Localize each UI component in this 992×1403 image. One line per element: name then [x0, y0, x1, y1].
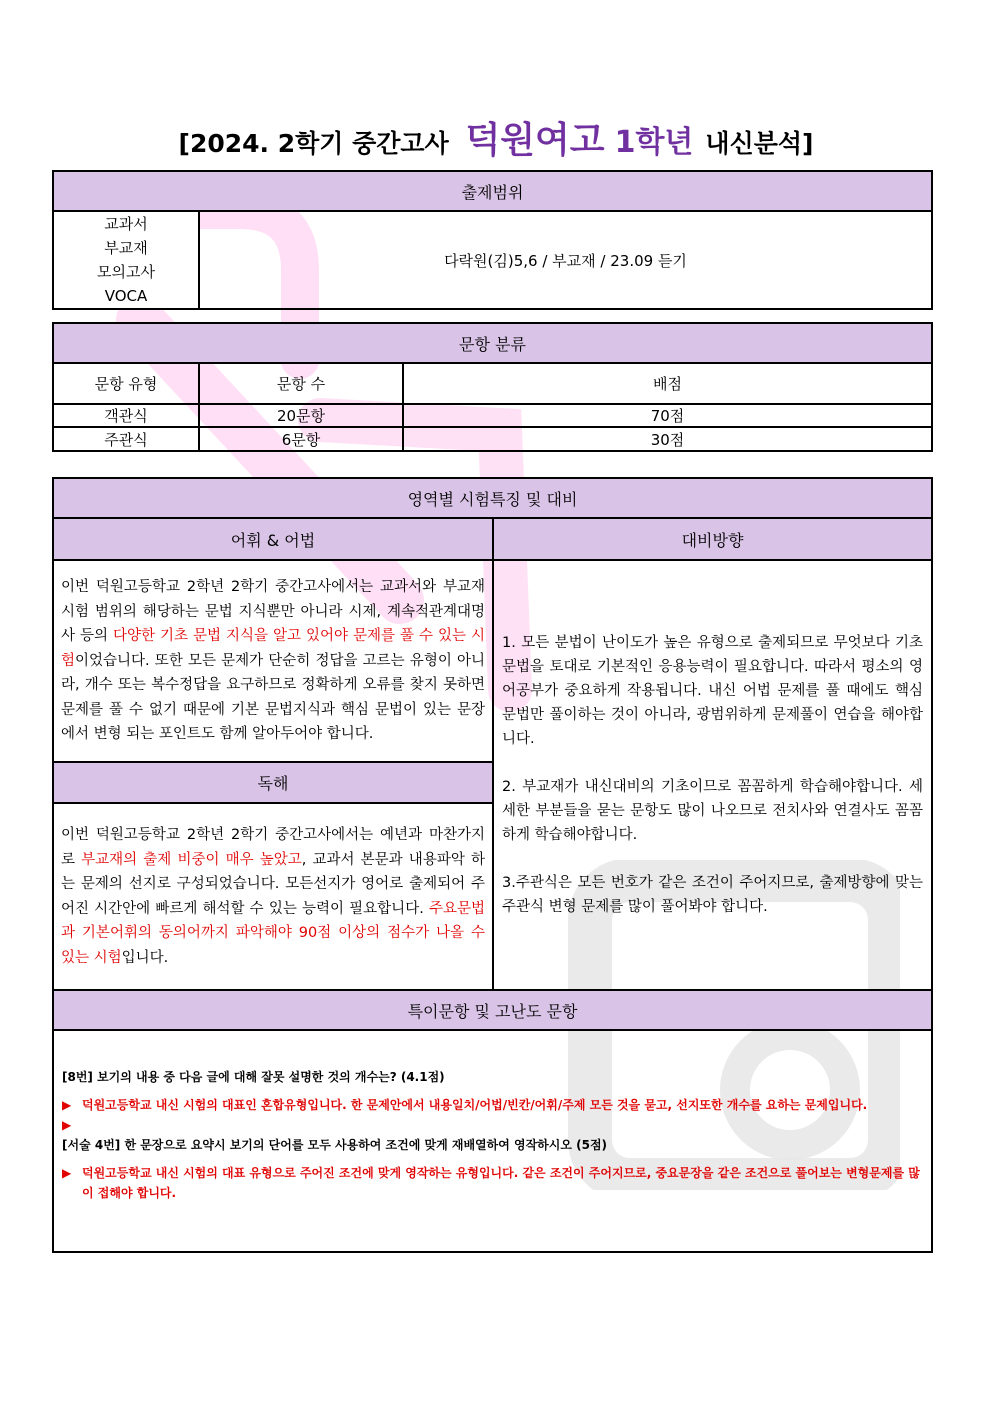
table-row [53, 404, 932, 427]
classification-table [52, 322, 933, 452]
column-header-type: 문항 유형 [53, 363, 199, 404]
prep-direction-header: 대비방향 [493, 518, 932, 560]
features-header: 영역별 시험특징 및 대비 [53, 478, 932, 518]
special-question-2: [서술 4번] 한 문장으로 요약시 보기의 단어를 모두 사용하여 조건에 맞게 재배열하여 영작하시오 (5점) [62, 1138, 608, 1152]
title-suffix: 내신분석] [705, 129, 814, 158]
row-score: 70점 [403, 404, 932, 427]
prep-item-1: 1. 모든 분법이 난이도가 높은 유형으로 출제되므로 무엇보다 기초문법을 토대로 기본적인 응용능력이 필요합니다. 따라서 평소의 영어공부가 중요하게 작용됩니다. 내신 어법 문제를 풀 때에도 핵심 문법만 풀이하는 것이 아니라, 광범위하게 문제풀이 연습을 해야합니다. [502, 635, 923, 747]
range-label-textbook: 교과서 [104, 215, 148, 233]
title-grade: 1학년 [614, 125, 694, 160]
vocab-grammar-text [53, 560, 493, 762]
reading-text [53, 803, 493, 990]
special-answer-1-text: 덕원고등학교 내신 시험의 대표인 혼합유형입니다. 한 문제안에서 내용일치/어법/빈칸/어휘/주제 모든 것을 묻고, 선지또한 개수를 요하는 문제입니다. [82, 1098, 868, 1112]
reading-text-highlight: 부교재의 출제 비중이 매우 높았고 [81, 851, 302, 868]
range-label-voca: VOCA [104, 287, 148, 305]
column-header-count: 문항 수 [199, 363, 403, 404]
range-table [52, 170, 933, 310]
range-label-mock: 모의고사 [97, 263, 155, 281]
range-value: 다락원(김)5,6 / 부교재 / 23.09 듣기 [199, 211, 932, 309]
prep-item-3: 3.주관식은 모든 번호가 같은 조건이 주어지므로, 출제방향에 맞는 주관식 변형 문제를 많이 풀어봐야 합니다. [502, 875, 923, 915]
special-empty-bullet [62, 1115, 923, 1135]
features-table [52, 477, 933, 1253]
reading-text-part: 입니다. [121, 949, 169, 966]
vocab-text-highlight: 다양한 기초 문법 지식을 알고 있어야 문제를 풀 수 있는 시험 [61, 628, 485, 669]
reading-text-part: , 교과서 본문과 내용파악 하는 문제의 선지로 구성되었습니다. 모든선지가 영어로 출제되어 주어진 시간안에 빠르게 해석할 수 있는 능력이 필요합니다. [61, 851, 485, 917]
prep-direction-text [493, 560, 932, 990]
special-items [53, 1030, 932, 1252]
range-label-subbook: 부교재 [104, 239, 148, 257]
row-count: 20문항 [199, 404, 403, 427]
row-score: 30점 [403, 427, 932, 451]
arrow-icon: ▶ [62, 1166, 72, 1180]
vocab-text-part: 이었습니다. 또한 모든 문제가 단순히 정답을 고르는 유형이 아니라, 개수 또는 복수정답을 요구하므로 정확하게 오류를 찾지 못하면 문제를 풀 수 없기 때문에 기본 문법지식과 핵심 문법이 있는 문장에서 변형 되는 포인트도 함께 알아두어야 합니다. [61, 652, 485, 743]
special-answer-1 [62, 1095, 923, 1115]
arrow-icon: ▶ [62, 1118, 72, 1132]
prep-item-2: 2. 부교재가 내신대비의 기초이므로 꼼꼼하게 학습해야합니다. 세세한 부분들을 묻는 문항도 많이 나오므로 전치사와 연결사도 꼼꼼하게 학습해야합니다. [502, 779, 923, 843]
classification-header: 문항 분류 [53, 323, 932, 363]
page-title [0, 112, 992, 163]
vocab-grammar-header: 어휘 & 어법 [53, 518, 493, 560]
reading-text-part: 이번 덕원고등학교 2학년 2학기 중간고사에서는 예년과 마찬가지로 [61, 827, 485, 868]
range-header: 출제범위 [53, 171, 932, 211]
row-type: 주관식 [53, 427, 199, 451]
title-prefix: [2024. 2학기 중간고사 [178, 129, 449, 158]
title-school: 덕원여고 [465, 120, 605, 161]
special-question-1: [8번] 보기의 내용 중 다음 글에 대해 잘못 설명한 것의 개수는? (4.1점) [62, 1070, 445, 1084]
special-answer-2 [62, 1163, 923, 1203]
range-labels [53, 211, 199, 309]
reading-text-highlight: 주요문법과 기본어휘의 동의어까지 파악해야 90점 이상의 점수가 나올 수 있는 시험 [61, 900, 485, 966]
arrow-icon: ▶ [62, 1098, 72, 1112]
special-header: 특이문항 및 고난도 문항 [53, 990, 932, 1030]
table-row [53, 427, 932, 451]
reading-header: 독해 [53, 762, 493, 803]
column-header-score: 배점 [403, 363, 932, 404]
row-count: 6문항 [199, 427, 403, 451]
vocab-text-part: 이번 덕원고등학교 2학년 2학기 중간고사에서는 교과서와 부교재 시험 범위의 해당하는 문법 지식뿐만 아니라 시제, 계속적관계대명사 등의 [61, 579, 485, 645]
special-answer-2-text: 덕원고등학교 내신 시험의 대표 유형으로 주어진 조건에 맞게 영작하는 유형입니다. 같은 조건이 주어지므로, 중요문장을 같은 조건으로 풀어보는 변형문제를 많이 접해야 합니다. [82, 1166, 920, 1200]
row-type: 객관식 [53, 404, 199, 427]
